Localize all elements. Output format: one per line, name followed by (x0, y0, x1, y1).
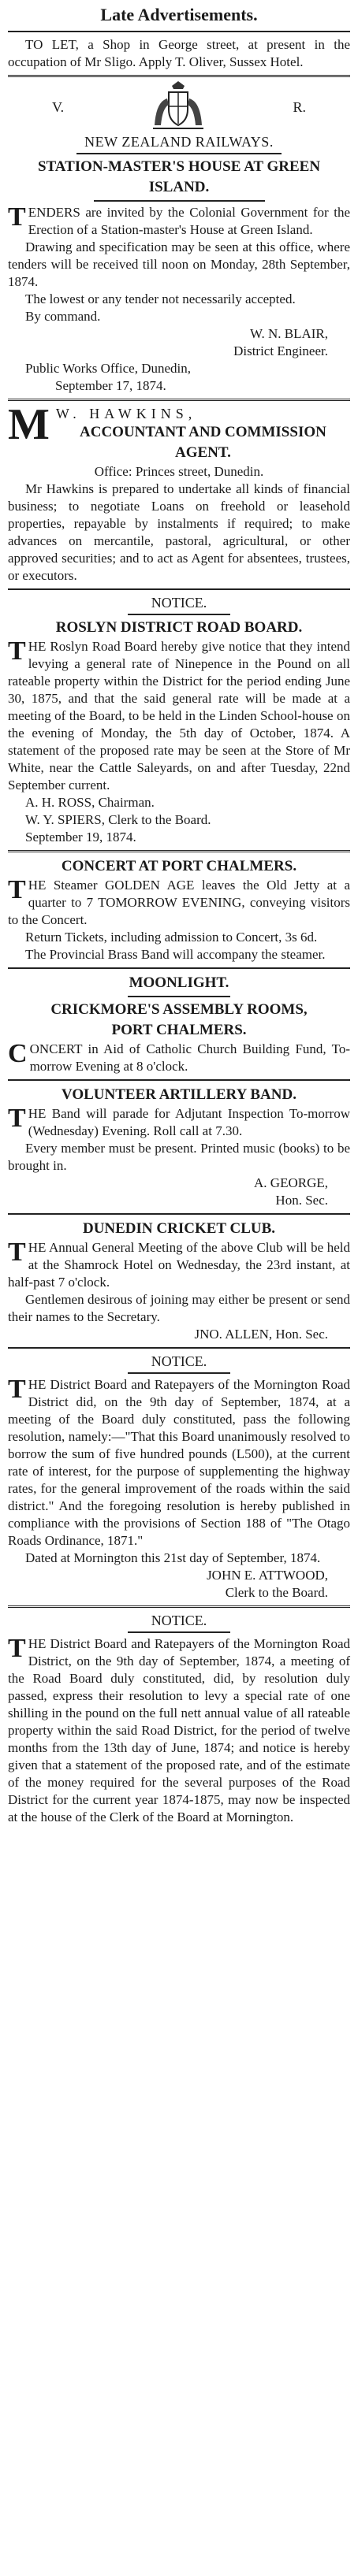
signature-name: A. GEORGE, (254, 1175, 328, 1190)
signature-role: District Engineer. (233, 343, 328, 358)
signature: W. Y. SPIERS, Clerk to the Board. (25, 812, 211, 827)
paragraph: By command. (25, 309, 101, 324)
signature-role: Clerk to the Board. (225, 1585, 328, 1600)
date: September 19, 1874. (25, 830, 136, 844)
paragraph: THE District Board and Ratepayers of the Mornington Road District did, on the 9th day of September, 1874, at a meeting of the Board duly constituted, pass the following resolution, namely:—"That this Board unanimously resolved to borrow the sum of five hundred pounds (L500), at the current rate of interest, for the purpose of supplementing the highway rates, for the general improvement of the roads within the said district." And the foregoing resolution is hereby published in compliance with the provisions of Section 188 of "The Otago Roads Ordinance, 1871." (8, 1375, 350, 1548)
hawkins-header (8, 400, 350, 463)
paragraph: THE Steamer GOLDEN AGE leaves the Old Jetty at a quarter to 7 TOMORROW EVENING, conveying visitors to the Concert. (8, 875, 350, 927)
divider (94, 200, 265, 202)
ad-title: STATION-MASTER'S HOUSE AT GREEN ISLAND. (37, 158, 321, 195)
paragraph: The Provincial Brass Band will accompany the steamer. (25, 947, 326, 962)
signature: A. H. ROSS, Chairman. (25, 795, 155, 810)
paragraph: Dated at Mornington this 21st day of September, 1874. (25, 1550, 321, 1565)
signature: JNO. ALLEN, Hon. Sec. (194, 1327, 328, 1342)
divider (128, 614, 230, 615)
divider (8, 399, 350, 401)
place: Public Works Office, Dunedin, (25, 361, 192, 376)
signature-name: W. N. BLAIR, (249, 326, 328, 341)
divider (8, 850, 350, 852)
ad-subtitle: PORT CHALMERS. (111, 1022, 247, 1038)
divider (8, 967, 350, 969)
royal-crest-line (8, 81, 350, 133)
divider (76, 153, 282, 154)
department: NEW ZEALAND RAILWAYS. (84, 134, 274, 150)
paragraph: THE Roslyn Road Board hereby give notice that they intend levying a general rate of Ninepence in the Pound on all rateable property within the District for the period ending June 30, 1875, and that the said general rate will be made at a meeting of the Board, to be held in the Linden School-house on the evening of Monday, the 5th day of October, 1874. A statement of the proposed rate may be seen at the Store of Mr White, near the Cattle Saleyards, on and after Tuesday, 22nd September current. (8, 637, 350, 792)
notice-heading: NOTICE. (151, 1613, 207, 1628)
crest-v: V. (52, 99, 65, 115)
ad-to-let: TO LET, a Shop in George street, at present in the occupation of Mr Sligo. Apply T. Oliver, Sussex Hotel. (8, 37, 350, 69)
paragraph: Gentlemen desirous of joining may either be present or send their names to the Secretary. (8, 1292, 350, 1324)
divider (128, 1631, 230, 1633)
ad-title: DUNEDIN CRICKET CLUB. (82, 1220, 276, 1237)
divider (8, 75, 350, 77)
ad-title: ROSLYN DISTRICT ROAD BOARD. (55, 619, 303, 636)
date: September 17, 1874. (55, 378, 166, 393)
divider (128, 1372, 230, 1374)
ad-title: CONCERT AT PORT CHALMERS. (61, 858, 297, 874)
initial-m: M (8, 400, 50, 449)
divider (128, 996, 230, 997)
paragraph: Return Tickets, including admission to Concert, 3s 6d. (25, 930, 318, 945)
signature-role: Hon. Sec. (275, 1193, 328, 1208)
paragraph: Mr Hawkins is prepared to undertake all kinds of financial business; to negotiate Loans on freehold or leasehold properties, repayable by instalments if required; to make advances on mercantile, pastoral, agricultural, or other approved securities; and to act as Agent for absentees, trustees, or executors. (8, 481, 350, 583)
office: Office: Princes street, Dunedin. (94, 464, 264, 479)
crest-r: R. (293, 99, 306, 115)
paragraph: Every member must be present. Printed music (books) to be brought in. (8, 1141, 350, 1173)
paragraph: TENDERS are invited by the Colonial Government for the Erection of a Station-master's House at Green Island. (8, 202, 350, 237)
signature-name: JOHN E. ATTWOOD, (207, 1568, 328, 1583)
paragraph: The lowest or any tender not necessarily accepted. (25, 291, 296, 306)
advertiser-name: W. HAWKINS, (55, 406, 197, 421)
paragraph: CONCERT in Aid of Catholic Church Building Fund, To-morrow Evening at 8 o'clock. (8, 1039, 350, 1074)
paragraph: Drawing and specification may be seen at this office, where tenders will be received till noon on Monday, 28th September, 1874. (8, 239, 350, 289)
divider (8, 1605, 350, 1608)
paragraph: THE Annual General Meeting of the above Club will be held at the Shamrock Hotel on Wednesday, the 23rd instant, at half-past 7 o'clock. (8, 1238, 350, 1290)
ad-title: ACCOUNTANT AND COMMISSION AGENT. (80, 424, 326, 461)
divider (8, 1079, 350, 1081)
divider (8, 1347, 350, 1349)
notice-heading: NOTICE. (151, 595, 207, 611)
divider (8, 31, 350, 32)
paragraph: THE District Board and Ratepayers of the Mornington Road District, on the 9th day of September, 1874, a meeting of the Road Board duly constituted, did, by resolution duly passed, express their resolution to levy a special rate of one shilling in the pound on the full nett annual value of all rateable property within the said Road District, for the period of twelve months from the 13th day of June, 1874; and notice is hereby given that a statement of the proposed rate, and of the estimate of the money required for the several purposes of the Road District for the current year 1874-1875, may now be inspected at the house of the Clerk of the Board at Mornington. (8, 1634, 350, 1824)
divider (8, 588, 350, 590)
ad-title: VOLUNTEER ARTILLERY BAND. (62, 1086, 296, 1103)
divider (8, 1213, 350, 1215)
section-header: Late Advertisements. (100, 5, 258, 24)
notice-heading: NOTICE. (151, 1353, 207, 1369)
ad-subtitle: CRICKMORE'S ASSEMBLY ROOMS, (50, 1001, 308, 1018)
royal-coat-of-arms-icon (148, 81, 208, 133)
hawkins-heading (56, 405, 350, 463)
paragraph: THE Band will parade for Adjutant Inspection To-morrow (Wednesday) Evening. Roll call at 7.30. (8, 1104, 350, 1138)
ad-title: MOONLIGHT. (129, 974, 229, 991)
